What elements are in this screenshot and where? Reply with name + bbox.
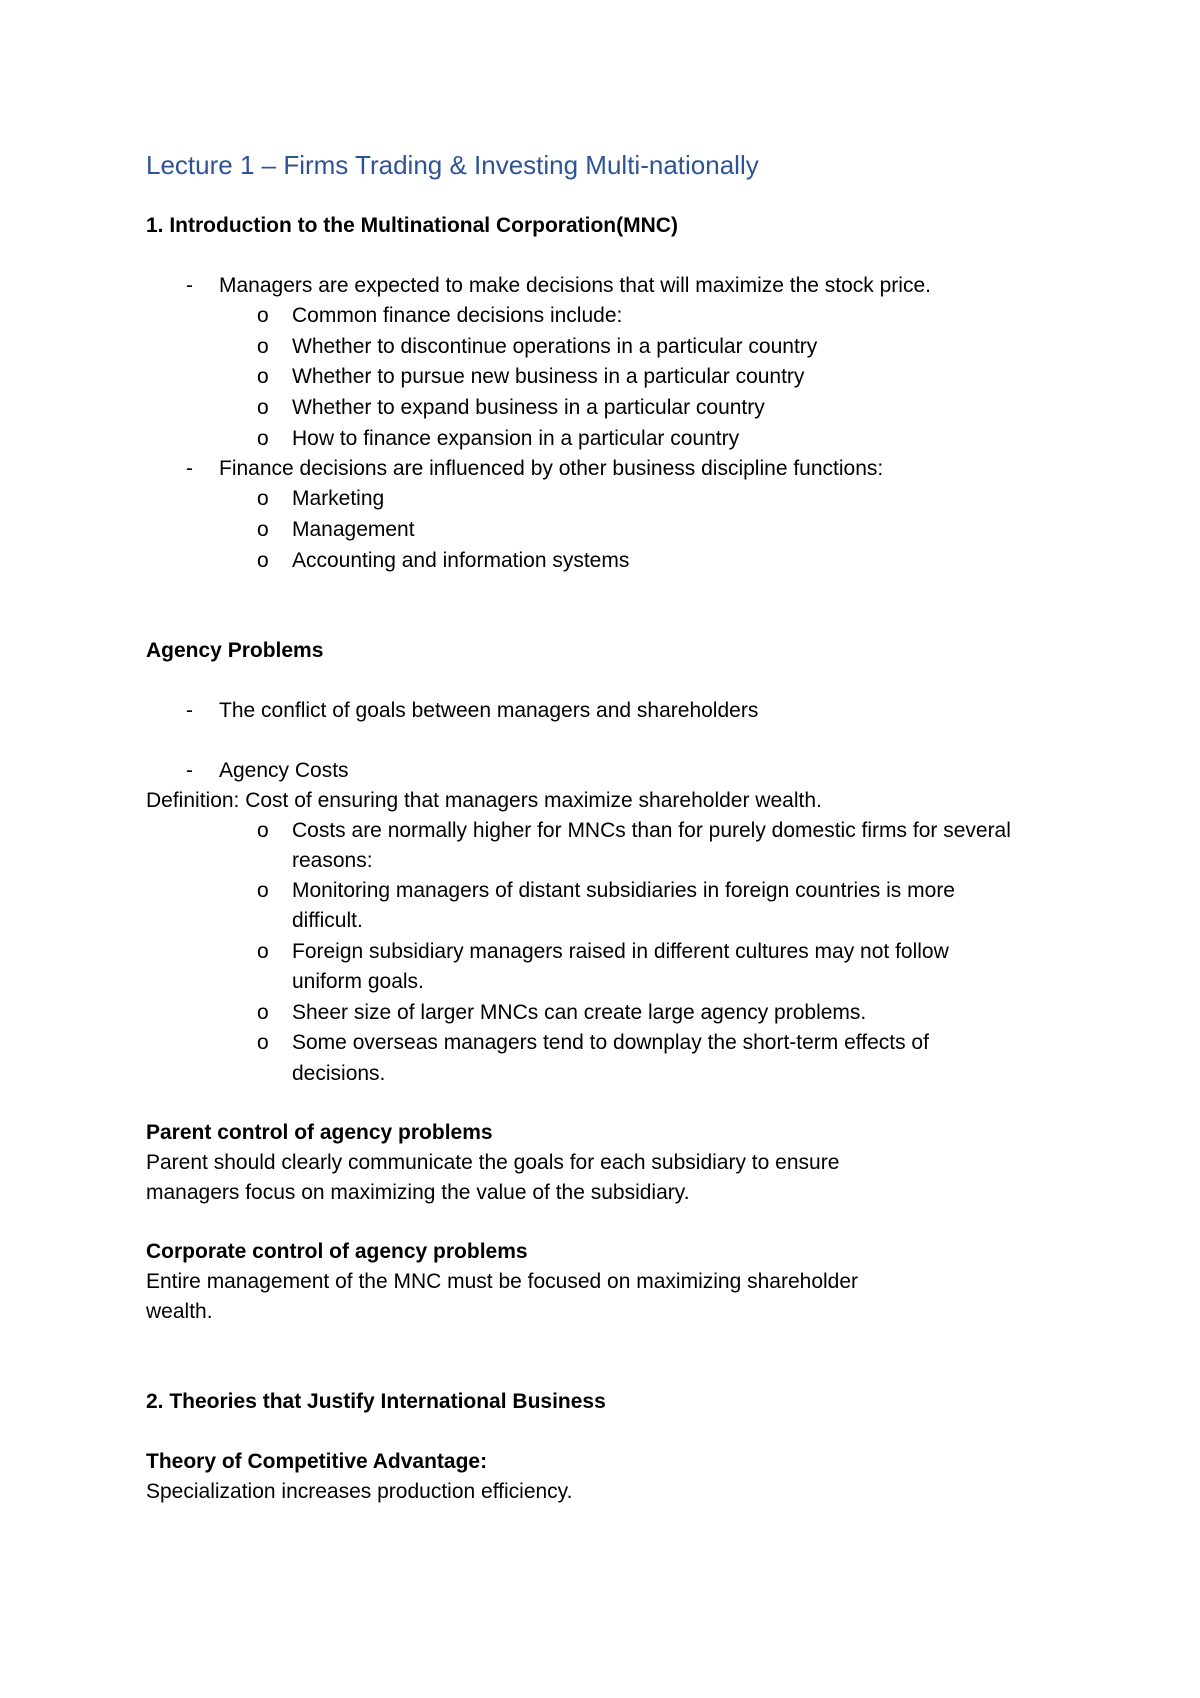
list-item: Some overseas managers tend to downplay the short-term effects of [292,1031,929,1054]
circle-marker: o [257,518,269,541]
dash-marker: - [186,457,193,480]
page-title: Lecture 1 – Firms Trading & Investing Multi-nationally [146,150,759,180]
list-item-continuation: uniform goals. [292,970,424,993]
parent-control-text-line1: Parent should clearly communicate the goals for each subsidiary to ensure [146,1151,840,1174]
list-item: Whether to pursue new business in a particular country [292,365,805,388]
circle-marker: o [257,304,269,327]
agency-definition: Definition: Cost of ensuring that managers maximize shareholder wealth. [146,789,822,812]
theory-text: Specialization increases production efficiency. [146,1480,573,1503]
list-item: Whether to discontinue operations in a particular country [292,335,818,358]
section2-heading: 2. Theories that Justify International Business [146,1390,606,1413]
list-item: Whether to expand business in a particular country [292,396,765,419]
circle-marker: o [257,1031,269,1054]
theory-heading: Theory of Competitive Advantage: [146,1450,488,1473]
list-item-continuation: difficult. [292,909,363,932]
circle-marker: o [257,335,269,358]
section1-heading: 1. Introduction to the Multinational Corporation(MNC) [146,214,678,237]
parent-control-text-line2: managers focus on maximizing the value of the subsidiary. [146,1181,690,1204]
circle-marker: o [257,940,269,963]
list-item: How to finance expansion in a particular country [292,427,740,450]
circle-marker: o [257,819,269,842]
circle-marker: o [257,1001,269,1024]
circle-marker: o [257,879,269,902]
circle-marker: o [257,549,269,572]
dash-marker: - [186,274,193,297]
agency-bullet1: The conflict of goals between managers and shareholders [219,699,759,722]
list-item: Monitoring managers of distant subsidiaries in foreign countries is more [292,879,955,902]
list-item: Marketing [292,487,385,510]
corporate-control-text-line1: Entire management of the MNC must be focused on maximizing shareholder [146,1270,859,1293]
list-item-continuation: reasons: [292,849,373,872]
list-item: Common finance decisions include: [292,304,623,327]
agency-heading: Agency Problems [146,639,324,662]
section1-bullet2: Finance decisions are influenced by other business discipline functions: [219,457,884,480]
parent-control-heading: Parent control of agency problems [146,1121,493,1144]
list-item: Management [292,518,415,541]
circle-marker: o [257,396,269,419]
list-item: Foreign subsidiary managers raised in different cultures may not follow [292,940,949,963]
section1-bullet1: Managers are expected to make decisions that will maximize the stock price. [219,274,931,297]
list-item: Costs are normally higher for MNCs than for purely domestic firms for several [292,819,1011,842]
circle-marker: o [257,427,269,450]
corporate-control-text-line2: wealth. [146,1300,213,1323]
dash-marker: - [186,759,193,782]
circle-marker: o [257,365,269,388]
circle-marker: o [257,487,269,510]
list-item-continuation: decisions. [292,1062,386,1085]
dash-marker: - [186,699,193,722]
list-item: Sheer size of larger MNCs can create large agency problems. [292,1001,867,1024]
agency-bullet2: Agency Costs [219,759,349,782]
corporate-control-heading: Corporate control of agency problems [146,1240,528,1263]
list-item: Accounting and information systems [292,549,630,572]
